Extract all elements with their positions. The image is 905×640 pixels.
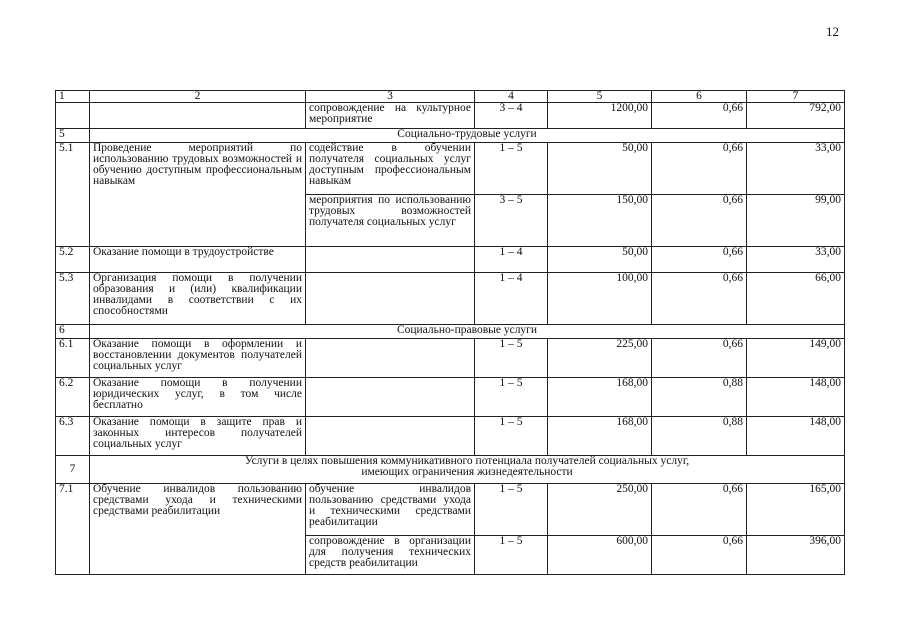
table-row — [56, 484, 845, 536]
col-header-4: 4 — [475, 91, 548, 103]
section-title-line-1: Услуги в целях повышения коммуникативного потенциала получателей социальных услуг, — [244, 455, 690, 467]
section-title-line-2: имеющих ограничения жизнедеятельности — [361, 466, 573, 478]
sub-service: обучение инвалидов пользованию средствами ухода и техническими средствами реабилитации — [306, 484, 475, 536]
period: 1 – 5 — [475, 417, 548, 456]
sub-service — [306, 339, 475, 378]
col-header-1: 1 — [56, 91, 90, 103]
coefficient: 0,88 — [652, 378, 747, 417]
tariff: 792,00 — [747, 103, 845, 129]
price: 150,00 — [548, 195, 652, 247]
col-header-7: 7 — [747, 91, 845, 103]
sub-service: мероприятия по использованию трудовых возможностей получателя социальных услуг — [306, 195, 475, 247]
service-name: Оказание помощи в оформлении и восстановлении документов получателей социальных услуг — [90, 339, 306, 378]
page-number: 12 — [826, 24, 839, 39]
row-number: 5.2 — [56, 247, 90, 273]
tariff: 66,00 — [747, 273, 845, 325]
table-header-row — [56, 91, 845, 103]
section-number: 7 — [56, 456, 90, 484]
tariff: 148,00 — [747, 417, 845, 456]
coefficient: 0,66 — [652, 143, 747, 195]
row-number: 5.1 — [56, 143, 90, 247]
table-row — [56, 339, 845, 378]
price: 100,00 — [548, 273, 652, 325]
table-row — [56, 247, 845, 273]
service-name: Оказание помощи в получении юридических услуг, в том числе бесплатно — [90, 378, 306, 417]
price: 250,00 — [548, 484, 652, 536]
table-row — [56, 378, 845, 417]
period: 1 – 5 — [475, 484, 548, 536]
period: 1 – 5 — [475, 378, 548, 417]
price: 600,00 — [548, 536, 652, 575]
section-title: Социально-трудовые услуги — [90, 129, 845, 143]
table-row — [56, 143, 845, 195]
price: 168,00 — [548, 378, 652, 417]
period: 1 – 5 — [475, 339, 548, 378]
coefficient: 0,66 — [652, 103, 747, 129]
col-header-3: 3 — [306, 91, 475, 103]
row-number: 6.3 — [56, 417, 90, 456]
service-name: Проведение мероприятий по использованию трудовых возможностей и обучению доступным профессиональным навыкам — [90, 143, 306, 247]
price: 1200,00 — [548, 103, 652, 129]
service-name: Организация помощи в получении образования и (или) квалификации инвалидами в соответствии с их способностями — [90, 273, 306, 325]
tariff: 165,00 — [747, 484, 845, 536]
row-number: 7.1 — [56, 484, 90, 575]
period: 1 – 5 — [475, 536, 548, 575]
tariff: 149,00 — [747, 339, 845, 378]
sub-service: сопровождение на культурное мероприятие — [306, 103, 475, 129]
service-name: Обучение инвалидов пользованию средствами ухода и техническими средствами реабилитации — [90, 484, 306, 575]
services-tariff-table — [55, 90, 845, 575]
tariff: 33,00 — [747, 143, 845, 195]
table-row — [56, 103, 845, 129]
section-row — [56, 456, 845, 484]
price: 50,00 — [548, 143, 652, 195]
row-number: 5.3 — [56, 273, 90, 325]
price: 225,00 — [548, 339, 652, 378]
row-number: 6.2 — [56, 378, 90, 417]
service-name — [90, 103, 306, 129]
period: 1 – 4 — [475, 273, 548, 325]
price: 168,00 — [548, 417, 652, 456]
section-number: 6 — [56, 325, 90, 339]
coefficient: 0,66 — [652, 247, 747, 273]
sub-service: сопровождение в организации для получения технических средств реабилитации — [306, 536, 475, 575]
coefficient: 0,66 — [652, 273, 747, 325]
section-title: Социально-правовые услуги — [90, 325, 845, 339]
col-header-5: 5 — [548, 91, 652, 103]
section-row — [56, 129, 845, 143]
period: 3 – 5 — [475, 195, 548, 247]
table-row — [56, 273, 845, 325]
tariff: 99,00 — [747, 195, 845, 247]
row-number — [56, 103, 90, 129]
period: 1 – 5 — [475, 143, 548, 195]
tariff: 396,00 — [747, 536, 845, 575]
coefficient: 0,66 — [652, 484, 747, 536]
row-number: 6.1 — [56, 339, 90, 378]
table-row — [56, 417, 845, 456]
price: 50,00 — [548, 247, 652, 273]
sub-service — [306, 417, 475, 456]
section-title — [90, 456, 845, 484]
service-name: Оказание помощи в защите прав и законных интересов получателей социальных услуг — [90, 417, 306, 456]
sub-service — [306, 273, 475, 325]
sub-service — [306, 378, 475, 417]
service-name: Оказание помощи в трудоустройстве — [90, 247, 306, 273]
sub-service — [306, 247, 475, 273]
coefficient: 0,88 — [652, 417, 747, 456]
sub-service: содействие в обучении получателя социальных услуг доступным профессиональным навыкам — [306, 143, 475, 195]
tariff: 33,00 — [747, 247, 845, 273]
section-row — [56, 325, 845, 339]
period: 1 – 4 — [475, 247, 548, 273]
col-header-6: 6 — [652, 91, 747, 103]
section-number: 5 — [56, 129, 90, 143]
period: 3 – 4 — [475, 103, 548, 129]
coefficient: 0,66 — [652, 339, 747, 378]
col-header-2: 2 — [90, 91, 306, 103]
coefficient: 0,66 — [652, 195, 747, 247]
tariff: 148,00 — [747, 378, 845, 417]
coefficient: 0,66 — [652, 536, 747, 575]
